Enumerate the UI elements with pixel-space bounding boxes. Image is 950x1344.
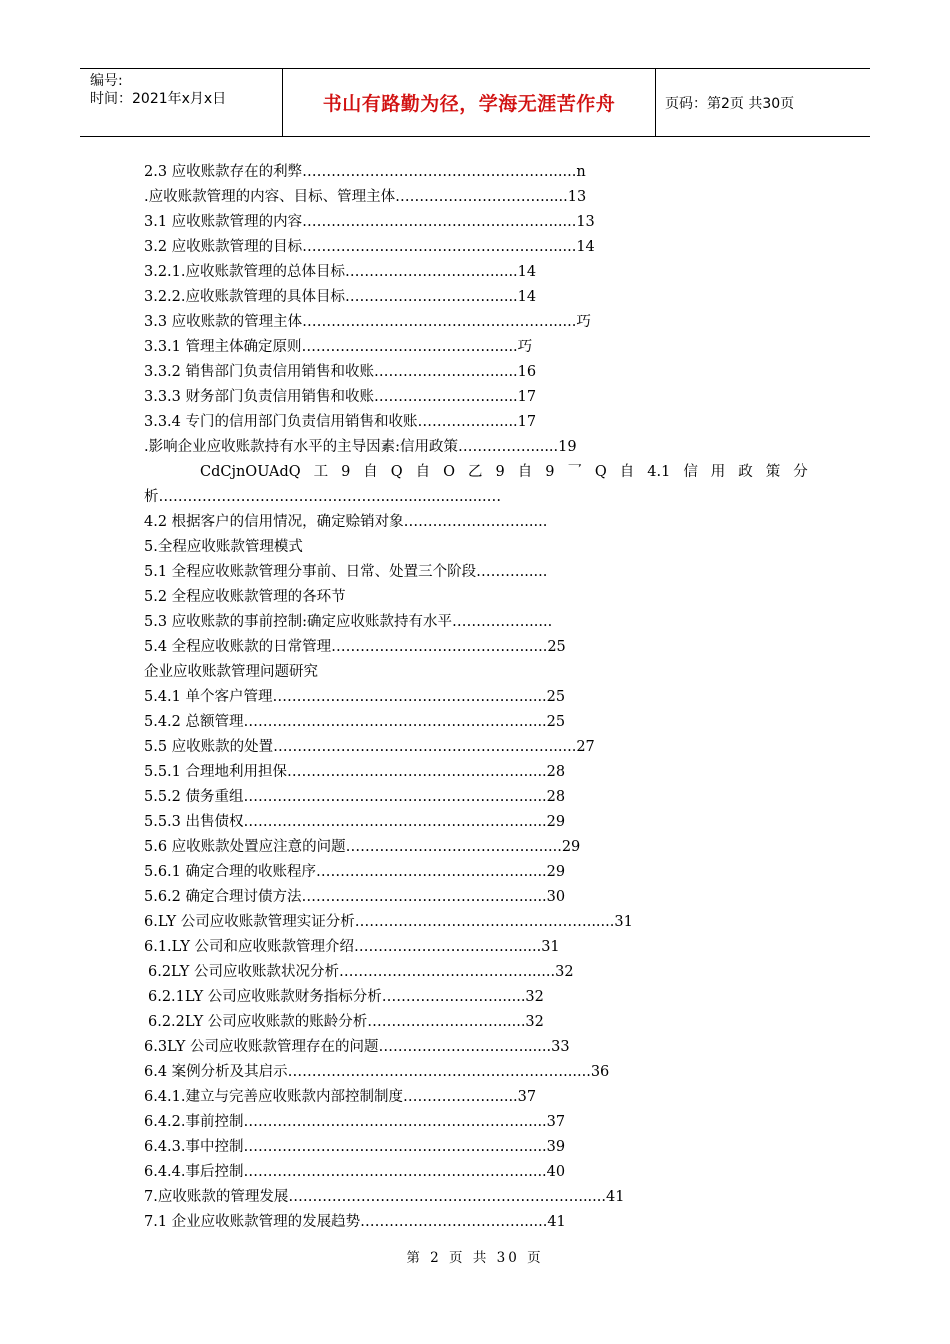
toc-entry: 5.6.1 确定合理的收账程序……………………………………......29 <box>144 864 566 880</box>
toc-entry: 6.4 案例分析及其启示…………………………………………………......36 <box>144 1064 610 1080</box>
toc-entry: 5.6 应收账款处置应注意的问题…………………………………......29 <box>144 839 581 855</box>
toc-entry: 5.5.2 债务重组…………………………………………………......28 <box>144 789 566 805</box>
toc-entry: 6.1.LY 公司和应收账款管理介绍……………………………......31 <box>144 939 560 955</box>
toc-entry: 5.4.2 总额管理…………………………………………………......25 <box>144 714 566 730</box>
header-page-cell <box>656 69 870 136</box>
toc-entry: 7.应收账款的管理发展……………………………………………………......41 <box>144 1189 625 1205</box>
number-label: 编号: <box>90 73 123 89</box>
toc-entry: 5.3 应收账款的事前控制:确定应收账款持有水平……………...... <box>144 614 553 630</box>
toc-entry: 3.3.3 财务部门负责信用销售和收账……………………......17 <box>144 389 537 405</box>
toc-entry: 6.2.2LY 公司应收账款的账龄分析………………………......32 <box>148 1014 544 1030</box>
toc-entry: .影响企业应收账款持有水平的主导因素:信用政策……………......19 <box>144 439 577 455</box>
toc-entry: 3.3.4 专门的信用部门负责信用销售和收账……………......17 <box>144 414 537 430</box>
toc-entry: 5.4 全程应收账款的日常管理…………………………………......25 <box>144 639 566 655</box>
toc-entry: 3.3 应收账款的管理主体……………………………………………......巧 <box>144 314 591 330</box>
toc-entry: 5.全程应收账款管理模式 <box>144 539 303 555</box>
toc-entry: 3.2 应收账款管理的目标……………………………………………......14 <box>144 239 595 255</box>
toc-entry: 6.2LY 公司应收账款状况分析…………………………………......32 <box>148 964 574 980</box>
date-label: 时间：2021年x月x日 <box>90 91 227 107</box>
toc-entry: 企业应收账款管理问题研究 <box>144 664 318 680</box>
toc-entry: 5.2 全程应收账款管理的各环节 <box>144 589 346 605</box>
toc-entry: 5.5.3 出售债权…………………………………………………......29 <box>144 814 566 830</box>
toc-entry: 6.4.3.事中控制…………………………………………………......39 <box>144 1139 566 1155</box>
page-label: 页码：第2页 共30页 <box>665 95 795 112</box>
toc-entry: CdCjnOUAdQ 工 9 自 Q 自 O 乙 9 自 9 乛 Q 自 4.1 信 用 政 策 分 <box>200 464 808 480</box>
toc-entry: 3.2.1.应收账款管理的总体目标…………………………......14 <box>144 264 537 280</box>
table-of-contents <box>144 160 814 1235</box>
header-motto-cell <box>283 69 656 136</box>
toc-entry: 2.3 应收账款存在的利弊……………………………………………......n <box>144 164 586 180</box>
header-meta <box>80 69 283 136</box>
toc-entry: 5.5 应收账款的处置…………………………………………………......27 <box>144 739 595 755</box>
toc-entry: 6.2.1LY 公司应收账款财务指标分析……………………......32 <box>148 989 544 1005</box>
motto-text: 书山有路勤为径，学海无涯苦作舟 <box>322 93 616 115</box>
toc-entry: 6.4.1.建立与完善应收账款内部控制制度………………......37 <box>144 1089 537 1105</box>
toc-entry: 6.LY 公司应收账款管理实证分析…………………………………………......31 <box>144 914 633 930</box>
toc-entry: 3.2.2.应收账款管理的具体目标…………………………......14 <box>144 289 537 305</box>
toc-entry: 6.4.4.事后控制…………………………………………………......40 <box>144 1164 566 1180</box>
toc-entry: 6.4.2.事前控制…………………………………………………......37 <box>144 1114 566 1130</box>
toc-entry: 5.5.1 合理地利用担保…………………………………………......28 <box>144 764 566 780</box>
toc-entry: 5.6.2 确定合理讨债方法………………………………………......30 <box>144 889 566 905</box>
toc-entry: 5.1 全程应收账款管理分事前、日常、处置三个阶段………...... <box>144 564 548 580</box>
page-footer: 第 2 页 共 30 页 <box>406 1250 544 1266</box>
toc-entry: 5.4.1 单个客户管理……………………………………………......25 <box>144 689 566 705</box>
toc-entry: 3.3.1 管理主体确定原则…………………………………......巧 <box>144 339 533 355</box>
toc-entry: .应收账款管理的内容、目标、管理主体…………………………......13 <box>144 189 587 205</box>
toc-entry: 析………………………………………........................… <box>144 489 502 505</box>
toc-entry: 3.1 应收账款管理的内容……………………………………………......13 <box>144 214 595 230</box>
toc-entry: 7.1 企业应收账款管理的发展趋势……………………………......41 <box>144 1214 566 1230</box>
toc-entry: 6.3LY 公司应收账款管理存在的问题…………………………......33 <box>144 1039 570 1055</box>
page-header <box>80 68 870 137</box>
toc-entry: 3.3.2 销售部门负责信用销售和收账……………………......16 <box>144 364 537 380</box>
toc-entry: 4.2 根据客户的信用情况，确定赊销对象……………………...... <box>144 514 548 530</box>
